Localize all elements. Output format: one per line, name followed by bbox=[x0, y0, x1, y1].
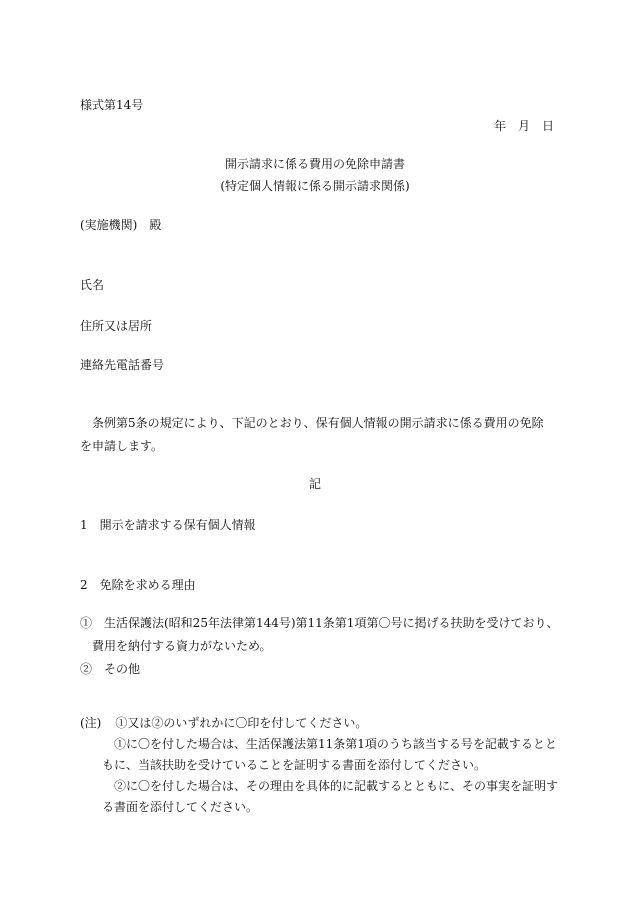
date-label: 年 月 日 bbox=[494, 119, 555, 133]
reason-1-line-2: 費用を納付する資力がないため。 bbox=[92, 639, 272, 653]
reason-2: ② その他 bbox=[80, 662, 141, 676]
reason-1 bbox=[80, 612, 559, 658]
note-3-line-2: る書面を添付してください。 bbox=[102, 800, 259, 814]
document-title: 開示請求に係る費用の免除申請書 bbox=[224, 157, 405, 171]
section-2-heading: 2 免除を求める理由 bbox=[80, 578, 196, 592]
field-phone-label: 連絡先電話番号 bbox=[80, 358, 165, 372]
intro-paragraph: 条例第5条の規定により、下記のとおり、保有個人情報の開示請求に係る費用の免除を申請します。 bbox=[80, 416, 544, 453]
ki-heading: 記 bbox=[308, 477, 321, 491]
document-subtitle: (特定個人情報に係る開示請求関係) bbox=[220, 179, 410, 193]
note-3-line-1: ②に〇を付した場合は、その理由を具体的に記載するとともに、その事実を証明す bbox=[114, 779, 559, 793]
field-address-label: 住所又は居所 bbox=[80, 319, 153, 333]
reason-1-line-1: ① 生活保護法(昭和25年法律第144号)第11条第1項第〇号に掲げる扶助を受けており、 bbox=[80, 616, 559, 630]
note-1: ①又は②のいずれかに〇印を付してください。 bbox=[115, 716, 368, 730]
note-2-line-2: もに、当該扶助を受けていることを証明する書面を添付してください。 bbox=[102, 758, 487, 772]
note-2-line-1: ①に〇を付した場合は、生活保護法第11条第1項のうち該当する号を記載するとと bbox=[114, 737, 557, 751]
note-1-row bbox=[80, 713, 555, 734]
field-name-label: 氏名 bbox=[80, 278, 105, 292]
addressee: (実施機関) 殿 bbox=[80, 218, 162, 232]
section-1-heading: 1 開示を請求する保有個人情報 bbox=[80, 518, 256, 532]
form-number: 様式第14号 bbox=[80, 98, 144, 112]
note-label: (注) bbox=[80, 716, 102, 730]
notes-block bbox=[80, 713, 559, 818]
